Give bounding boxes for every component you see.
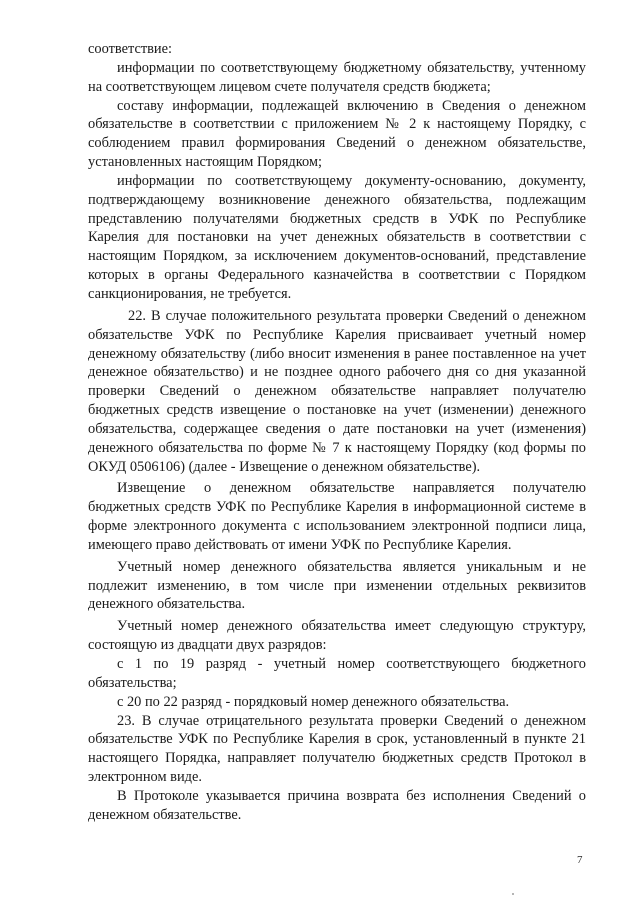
paragraph-number-structure: Учетный номер денежного обязательства имеет следующую структуру, состоящую из двадцати двух разрядов: <box>88 618 586 654</box>
paragraph-list-item-1: информации по соответствующему бюджетному обязательству, учтенному на соответствующем лицевом счете получателя средств бюджета; <box>88 59 586 95</box>
page-number: 7 <box>577 854 583 866</box>
paragraph-digits-20-22: с 20 по 22 разряд - порядковый номер денежного обязательства. <box>117 693 510 710</box>
paragraph-digits-1-19: с 1 по 19 разряд - учетный номер соответствующего бюджетного обязательства; <box>88 656 586 691</box>
paragraph-section-22: 22. В случае положительного результата проверки Сведений о денежном обязательстве УФК по Республике Карелия присваивает учетный номер денежному обязательству (либо вносит изменения в ранее поставленное на учет денежное обязательство) и не позднее одного рабочего дня со дня указанной проверки Сведений о денежном обязательстве направляет получателю бюджетных средств извещение о постановке на учет (изменении) денежного обязательства, содержащее сведения о дате постановки на учет (изменения) денежного обязательства по форме № 7 к настоящему Порядку (код формы по ОКУД 0506106) (далее - Извещение о денежном обязательстве). <box>88 307 586 475</box>
paragraph-notice: Извещение о денежном обязательстве направляется получателю бюджетных средств УФК по Республике Карелия в информационной системе в форме электронного документа с использованием электронной подписи лица, имеющего право действовать от имени УФК по Республике Карелия. <box>88 480 586 553</box>
paragraph-protocol: В Протоколе указывается причина возврата без исполнения Сведений о денежном обязательстве. <box>88 787 586 823</box>
paragraph-section-23: 23. В случае отрицательного результата проверки Сведений о денежном обязательстве УФК по Республике Карелия в срок, установленный в пункте 21 настоящего Порядка, направляет получателю бюджетных средств Протокол в электронном виде. <box>88 712 586 786</box>
paragraph-unique-number: Учетный номер денежного обязательства является уникальным и не подлежит изменению, в том числе при изменении отдельных реквизитов денежного обязательства. <box>88 558 586 613</box>
document-body <box>88 40 586 825</box>
scan-speck <box>512 893 514 895</box>
paragraph-list-item-2: составу информации, подлежащей включению в Сведения о денежном обязательстве в соответствии с приложением № 2 к настоящему Порядку, с соблюдением правил формирования Сведений о денежном обязательстве, установленных настоящим Порядком; <box>88 97 586 171</box>
paragraph-intro: соответствие: <box>88 41 172 57</box>
paragraph-list-item-3: информации по соответствующему документу-основанию, документу, подтверждающему возникновение денежного обязательства, подлежащим представлению получателями бюджетных средств в УФК по Республике Карелия для постановки на учет денежных обязательств в соответствии с настоящим Порядком, за исключением документов-оснований, представление которых в органы Федерального казначейства в соответствии с Порядком санкционирования, не требуется. <box>88 172 586 302</box>
